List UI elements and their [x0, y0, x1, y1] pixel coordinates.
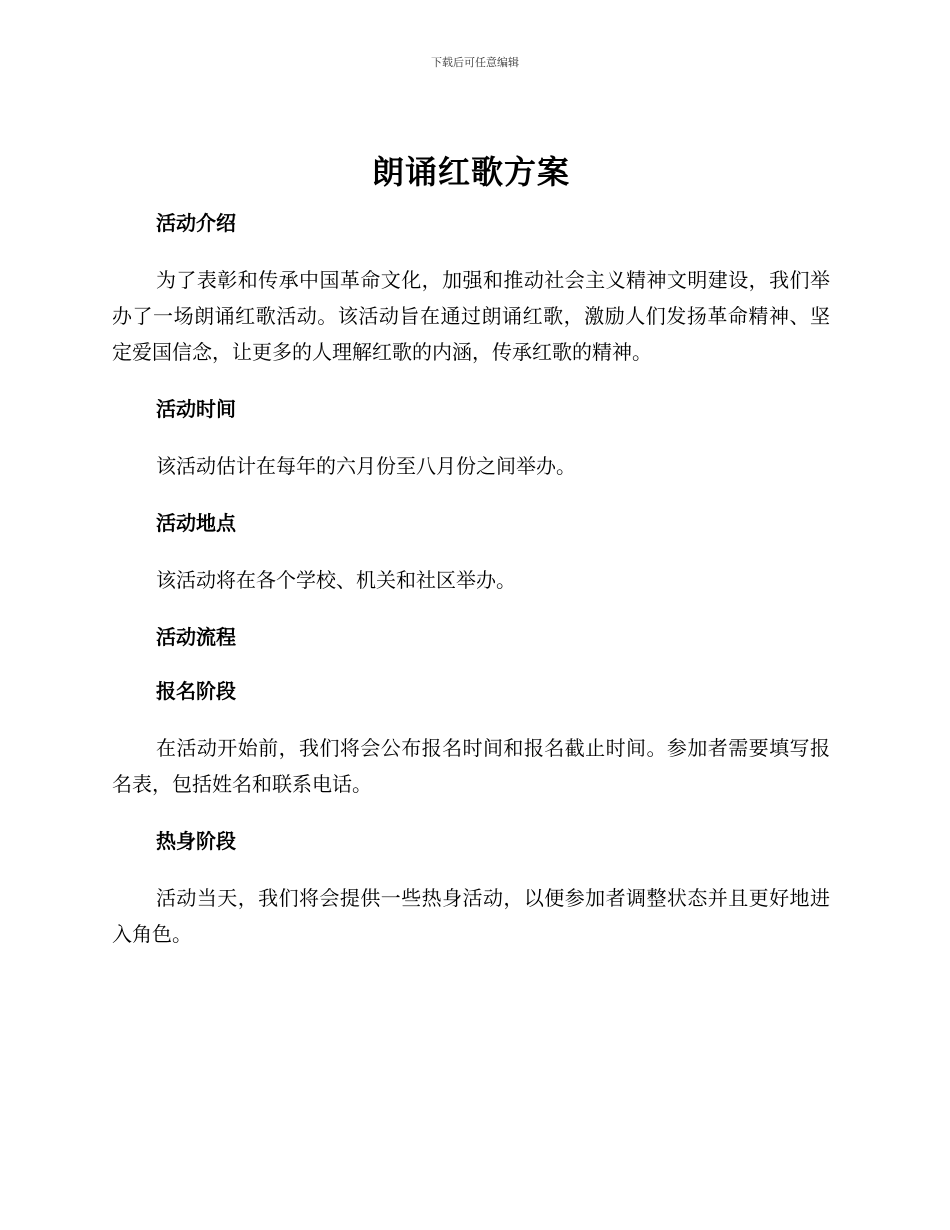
section-heading-registration: 报名阶段 — [156, 679, 236, 703]
section-heading-time: 活动时间 — [156, 397, 236, 421]
section-text-registration: 在活动开始前，我们将会公布报名时间和报名截止时间。参加者需要填写报名表，包括姓名和联系电话。 — [112, 736, 830, 796]
document-title: 朗诵红歌方案 — [371, 153, 570, 191]
section-text-time: 该活动估计在每年的六月份至八月份之间举办。 — [156, 454, 576, 478]
section-heading-location: 活动地点 — [156, 511, 236, 535]
header-note: 下载后可任意编辑 — [431, 56, 519, 69]
section-heading-process: 活动流程 — [156, 625, 236, 649]
section-heading-warmup: 热身阶段 — [156, 829, 236, 853]
section-heading-intro: 活动介绍 — [156, 211, 236, 235]
section-text-intro: 为了表彰和传承中国革命文化，加强和推动社会主义精神文明建设，我们举办了一场朗诵红歌活动。该活动旨在通过朗诵红歌，激励人们发扬革命精神、坚定爱国信念，让更多的人理解红歌的内涵，传承红歌的精神。 — [112, 268, 830, 364]
document-body — [112, 148, 830, 976]
section-text-location: 该活动将在各个学校、机关和社区举办。 — [156, 568, 516, 592]
section-text-warmup: 活动当天，我们将会提供一些热身活动，以便参加者调整状态并且更好地进入角色。 — [112, 886, 830, 946]
